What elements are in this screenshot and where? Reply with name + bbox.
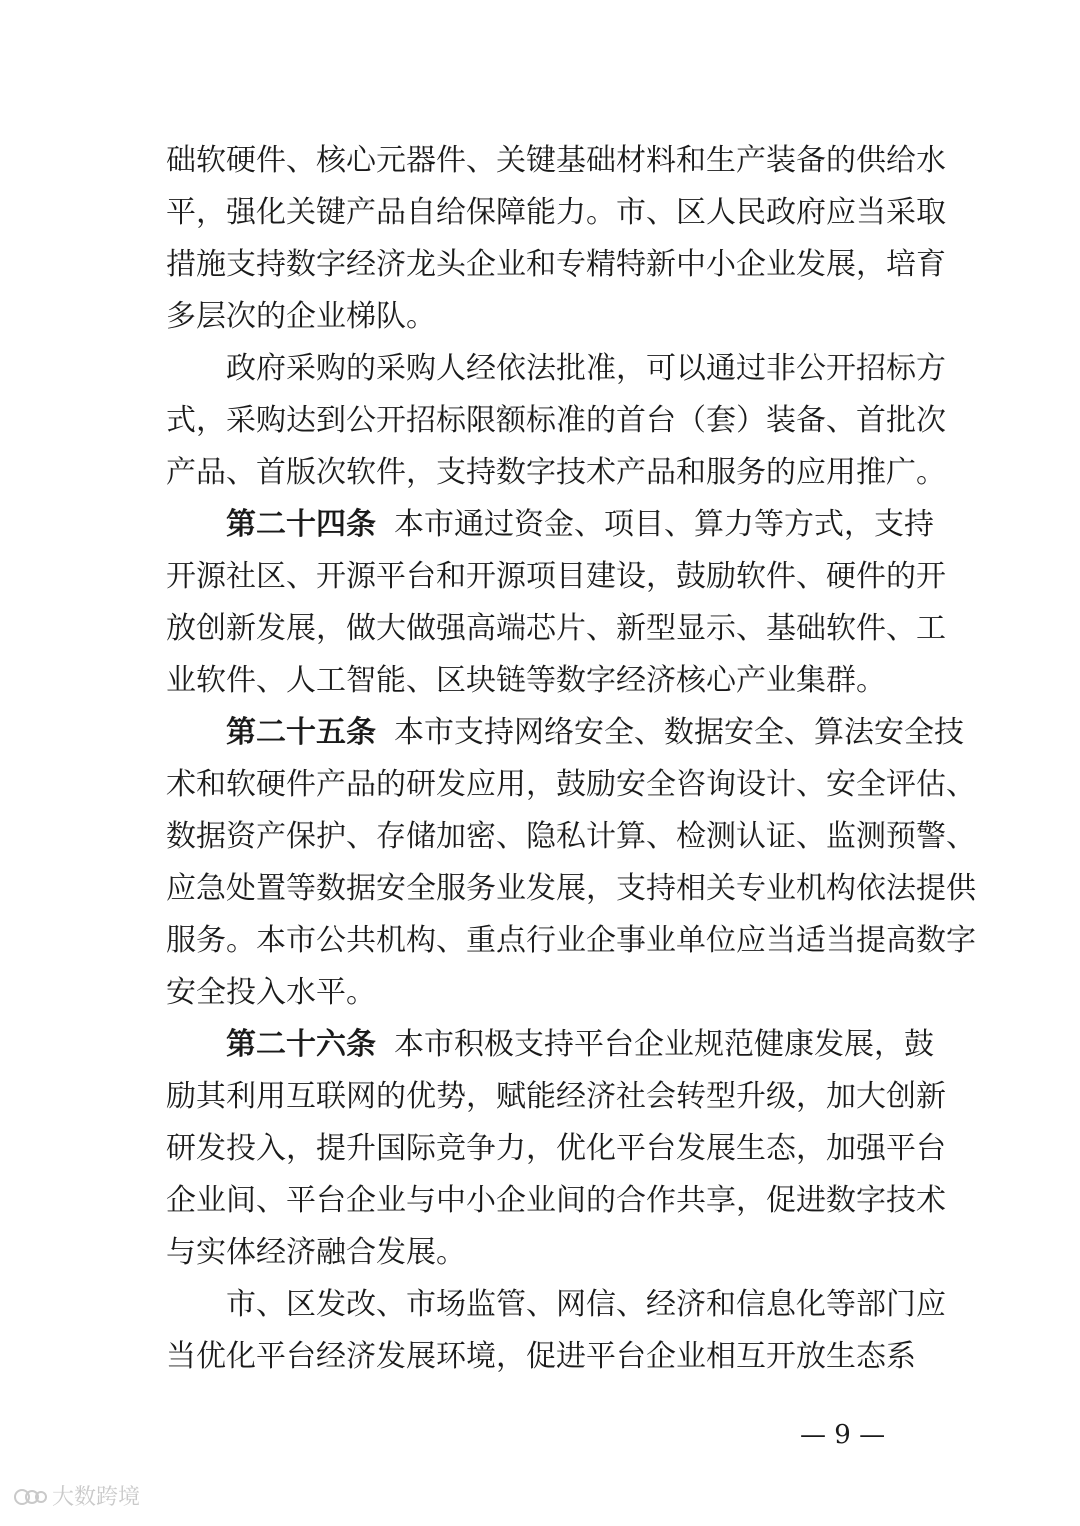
body-line: 数据资产保护、存储加密、隐私计算、检测认证、监测预警、	[166, 819, 976, 854]
body-line: 术和软硬件产品的研发应用，鼓励安全咨询设计、安全评估、	[166, 767, 976, 802]
body-line: 当优化平台经济发展环境，促进平台企业相互开放生态系	[166, 1339, 916, 1374]
body-line: 多层次的企业梯队。	[166, 299, 436, 334]
page-number: — 9 —	[800, 1420, 886, 1450]
watermark-logo-icon	[14, 1486, 48, 1508]
body-line: 产品、首版次软件，支持数字技术产品和服务的应用推广。	[166, 455, 946, 490]
body-line: 业软件、人工智能、区块链等数字经济核心产业集群。	[166, 663, 886, 698]
article-first-line	[226, 1026, 934, 1064]
body-line: 研发投入，提升国际竞争力，优化平台发展生态，加强平台	[166, 1131, 946, 1166]
body-line: 与实体经济融合发展。	[166, 1235, 466, 1270]
body-line: 安全投入水平。	[166, 975, 376, 1010]
article-text: 本市积极支持平台企业规范健康发展，鼓	[394, 1027, 934, 1062]
body-line: 放创新发展，做大做强高端芯片、新型显示、基础软件、工	[166, 611, 946, 646]
body-line: 础软硬件、核心元器件、关键基础材料和生产装备的供给水	[166, 143, 946, 178]
article-first-line	[226, 714, 964, 752]
body-line: 政府采购的采购人经依法批准，可以通过非公开招标方	[226, 351, 946, 386]
body-line: 服务。本市公共机构、重点行业企事业单位应当适当提高数字	[166, 923, 976, 958]
watermark	[14, 1484, 140, 1512]
article-text: 本市支持网络安全、数据安全、算法安全技	[394, 715, 964, 750]
body-line: 应急处置等数据安全服务业发展，支持相关专业机构依法提供	[166, 871, 976, 906]
article-heading: 第二十六条	[226, 1027, 376, 1062]
article-heading: 第二十五条	[226, 715, 376, 750]
body-line: 市、区发改、市场监管、网信、经济和信息化等部门应	[226, 1287, 946, 1322]
article-heading: 第二十四条	[226, 507, 376, 542]
body-line: 励其利用互联网的优势，赋能经济社会转型升级，加大创新	[166, 1079, 946, 1114]
article-first-line	[226, 506, 934, 544]
body-line: 企业间、平台企业与中小企业间的合作共享，促进数字技术	[166, 1183, 946, 1218]
body-line: 措施支持数字经济龙头企业和专精特新中小企业发展，培育	[166, 247, 946, 282]
body-line: 式，采购达到公开招标限额标准的首台（套）装备、首批次	[166, 403, 946, 438]
watermark-text: 大数跨境	[52, 1485, 141, 1510]
article-text: 本市通过资金、项目、算力等方式，支持	[394, 507, 934, 542]
body-line: 平，强化关键产品自给保障能力。市、区人民政府应当采取	[166, 195, 946, 230]
body-line: 开源社区、开源平台和开源项目建设，鼓励软件、硬件的开	[166, 559, 946, 594]
